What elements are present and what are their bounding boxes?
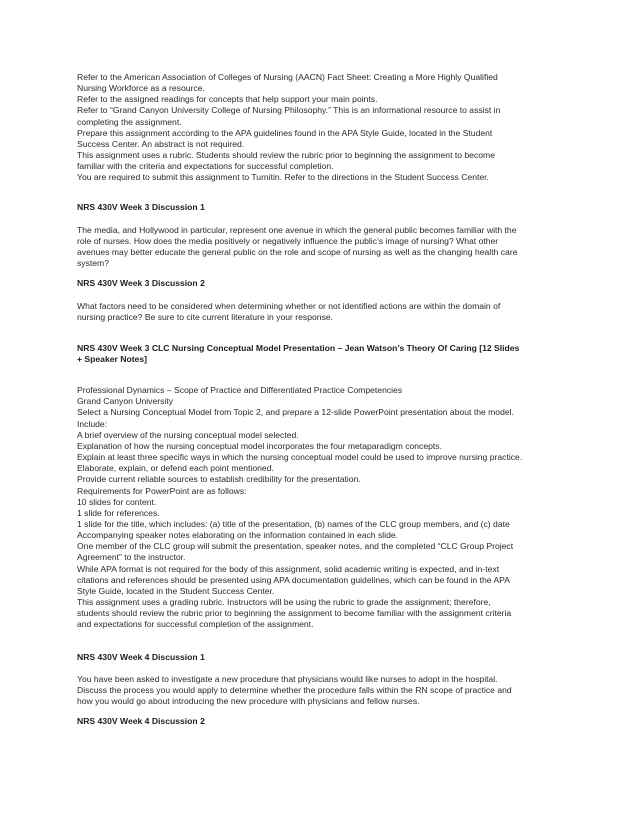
- text-line: 10 slides for content.: [77, 496, 157, 507]
- section-heading: + Speaker Notes]: [77, 353, 147, 364]
- section-body: [77, 674, 567, 707]
- text-line: avenues may better educate the general public on the role and scope of nursing as well as the changing health care: [77, 247, 518, 258]
- text-line: Elaborate, explain, or defend each point mentioned.: [77, 463, 274, 474]
- text-line: system?: [77, 258, 109, 269]
- text-line: Prepare this assignment according to the APA guidelines found in the APA Style Guide, located in the Student: [77, 127, 493, 138]
- text-line: nursing practice? Be sure to cite current literature in your response.: [77, 311, 334, 322]
- text-line: Grand Canyon University: [77, 396, 174, 407]
- section-heading: NRS 430V Week 3 CLC Nursing Conceptual Model Presentation – Jean Watson’s Theory Of Caring [12 Slides: [77, 342, 520, 353]
- section-heading: NRS 430V Week 3 Discussion 1: [77, 201, 205, 212]
- text-line: The media, and Hollywood in particular, represent one avenue in which the general public becomes familiar with the: [77, 224, 517, 235]
- document-page: [77, 72, 567, 727]
- text-line: 1 slide for the title, which includes: (a) title of the presentation, (b) names of the CLC group members, and (c) date: [77, 519, 510, 529]
- text-line: A brief overview of the nursing conceptual model selected.: [77, 429, 299, 440]
- text-line: students should review the rubric prior to beginning the assignment to become familiar with the assignment criteria: [77, 608, 512, 619]
- text-line: This assignment uses a rubric. Students should review the rubric prior to beginning the assignment to become: [77, 150, 495, 161]
- section-body: [77, 225, 567, 270]
- text-line: how you would go about introducing the new procedure with physicians and fellow nurses.: [77, 696, 420, 707]
- section-body: [77, 385, 567, 630]
- text-line: Success Center. An abstract is not required.: [77, 138, 245, 149]
- text-line: and expectations for successful completion of the assignment.: [77, 619, 314, 630]
- text-line: Explanation of how the nursing conceptual model incorporates the four metaparadigm concepts.: [77, 440, 442, 451]
- text-line: Explain at least three specific ways in which the nursing conceptual model could be used to improve nursing practice.: [77, 452, 523, 463]
- text-line: Professional Dynamics – Scope of Practice and Differentiated Practice Competencies: [77, 385, 403, 396]
- week3-discussion2-section: [77, 278, 567, 322]
- text-line: Refer to the assigned readings for concepts that help support your main points.: [77, 94, 378, 105]
- week4-discussion2-section: [77, 716, 567, 727]
- week3-clc-section: [77, 343, 567, 631]
- section-heading: NRS 430V Week 4 Discussion 1: [77, 651, 205, 662]
- text-line: familiar with the criteria and expectations for successful completion.: [77, 161, 334, 172]
- text-line: What factors need to be considered when determining whether or not identified actions are within the domain of: [77, 300, 501, 311]
- text-line: Accompanying speaker notes elaborating on the information contained in each slide.: [77, 530, 399, 541]
- text-line: completing the assignment.: [77, 116, 182, 127]
- text-line: Include:: [77, 418, 108, 429]
- text-line: This assignment uses a grading rubric. Instructors will be using the rubric to grade the assignment; therefore,: [77, 597, 491, 608]
- section-heading: NRS 430V Week 3 Discussion 2: [77, 278, 205, 289]
- text-line: Provide current reliable sources to establish credibility for the presentation.: [77, 474, 361, 485]
- text-line: Discuss the process you would apply to determine whether the procedure falls within the RN scope of practice and: [77, 684, 512, 695]
- text-line: Select a Nursing Conceptual Model from Topic 2, and prepare a 12-slide PowerPoint presentation about the model.: [77, 407, 514, 418]
- text-line: Style Guide, located in the Student Success Center.: [77, 585, 275, 596]
- section-body: [77, 301, 567, 323]
- text-line: Requirements for PowerPoint are as follows:: [77, 485, 247, 496]
- section-heading: NRS 430V Week 4 Discussion 2: [77, 716, 205, 727]
- text-line: One member of the CLC group will submit the presentation, speaker notes, and the completed “CLC Group Project: [77, 541, 514, 552]
- text-line: Nursing Workforce as a resource.: [77, 83, 205, 94]
- text-line: citations and references should be presented using APA documentation guidelines, which can be found in the APA: [77, 574, 511, 585]
- week4-discussion1-section: [77, 652, 567, 708]
- text-line: Refer to “Grand Canyon University College of Nursing Philosophy.” This is an informational resource to assist in: [77, 105, 501, 116]
- intro-paragraph: [77, 72, 567, 184]
- week3-discussion1-section: [77, 202, 567, 270]
- text-line: You are required to submit this assignment to Turnitin. Refer to the directions in the Student Success Center.: [77, 172, 489, 183]
- text-line: 1 slide for references.: [77, 507, 160, 518]
- text-line: While APA format is not required for the body of this assignment, solid academic writing is expected, and in-text: [77, 563, 500, 574]
- text-line: Agreement” to the instructor.: [77, 552, 186, 563]
- text-line: You have been asked to investigate a new procedure that physicians would like nurses to adopt in the hospital.: [77, 673, 498, 684]
- text-line: role of nurses. How does the media positively or negatively influence the public’s image of nursing? What other: [77, 235, 499, 246]
- text-line: Refer to the American Association of Colleges of Nursing (AACN) Fact Sheet: Creating a More Highly Qualified: [77, 72, 498, 82]
